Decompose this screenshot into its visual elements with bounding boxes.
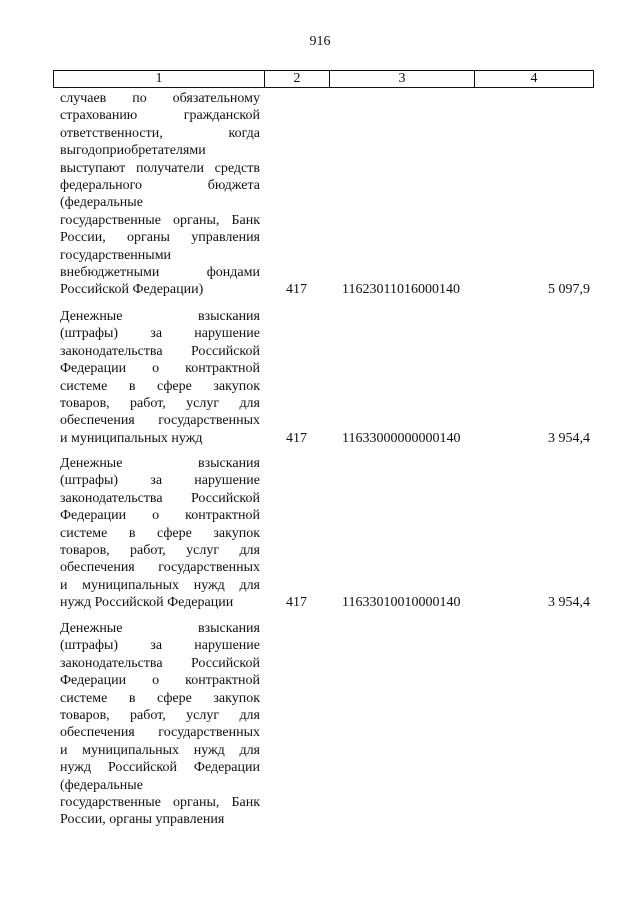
- description-line: товаров, работ, услуг для: [60, 542, 260, 558]
- row-code: 417: [286, 595, 307, 611]
- description-line: Федерации о контрактной: [60, 361, 260, 377]
- description-line: нужд Российской Федерации: [60, 595, 234, 611]
- description-line: системе в сфере закупок: [60, 690, 260, 706]
- description-line: нужд Российской Федерации: [60, 760, 260, 776]
- description-line: России, органы управления: [60, 230, 260, 246]
- description-line: и муниципальных нужд для: [60, 577, 260, 593]
- description-line: Федерации о контрактной: [60, 508, 260, 524]
- description-line: обеспечения государственных: [60, 560, 260, 576]
- description-line: Федерации о контрактной: [60, 673, 260, 689]
- row-description: [60, 308, 260, 447]
- column-header-3: 3: [330, 71, 475, 87]
- description-line: Российской Федерации): [60, 282, 204, 298]
- description-line: обеспечения государственных: [60, 725, 260, 741]
- row-description: [60, 620, 260, 829]
- description-line: федерального бюджета: [60, 177, 260, 193]
- row-description: [60, 90, 260, 299]
- description-line: Денежные взыскания: [60, 309, 260, 324]
- description-line: внебюджетными фондами: [60, 264, 260, 280]
- description-line: государственными: [60, 247, 172, 263]
- description-line: законодательства Российской: [60, 343, 260, 359]
- row-code: 417: [286, 282, 307, 298]
- description-line: России, органы управления: [60, 812, 225, 828]
- description-line: Денежные взыскания: [60, 456, 260, 471]
- description-line: государственные органы, Банк: [60, 212, 260, 228]
- column-header-1: 1: [54, 71, 265, 87]
- row-amount: 3 954,4: [548, 595, 590, 611]
- description-line: (федеральные: [60, 195, 143, 211]
- description-line: товаров, работ, услуг для: [60, 707, 260, 723]
- description-line: ответственности, когда: [60, 125, 260, 141]
- row-description: [60, 455, 260, 612]
- row-amount: 3 954,4: [548, 430, 590, 446]
- description-line: и муниципальных нужд: [60, 430, 203, 446]
- description-line: законодательства Российской: [60, 490, 260, 506]
- description-line: и муниципальных нужд для: [60, 742, 260, 758]
- row-kbk: 11633010010000140: [342, 595, 461, 611]
- description-line: (штрафы) за нарушение: [60, 638, 260, 654]
- page-number: 916: [309, 34, 331, 49]
- description-line: законодательства Российской: [60, 655, 260, 671]
- column-header-2: 2: [265, 71, 330, 87]
- description-line: обеспечения государственных: [60, 413, 260, 429]
- description-line: (штрафы) за нарушение: [60, 473, 260, 489]
- description-line: случаев по обязательному: [60, 91, 260, 106]
- row-kbk: 11623011016000140: [342, 282, 460, 298]
- description-line: (федеральные: [60, 777, 143, 793]
- description-line: государственные органы, Банк: [60, 794, 260, 810]
- table-header-row: [53, 70, 594, 88]
- row-amount: 5 097,9: [548, 282, 590, 298]
- description-line: системе в сфере закупок: [60, 525, 260, 541]
- description-line: Денежные взыскания: [60, 621, 260, 636]
- description-line: системе в сфере закупок: [60, 378, 260, 394]
- description-line: страхованию гражданской: [60, 108, 260, 124]
- description-line: товаров, работ, услуг для: [60, 395, 260, 411]
- description-line: (штрафы) за нарушение: [60, 326, 260, 342]
- description-line: выгодоприобретателями: [60, 143, 206, 159]
- description-line: выступают получатели средств: [60, 160, 260, 176]
- row-kbk: 11633000000000140: [342, 430, 461, 446]
- row-code: 417: [286, 430, 307, 446]
- column-header-4: 4: [530, 71, 538, 86]
